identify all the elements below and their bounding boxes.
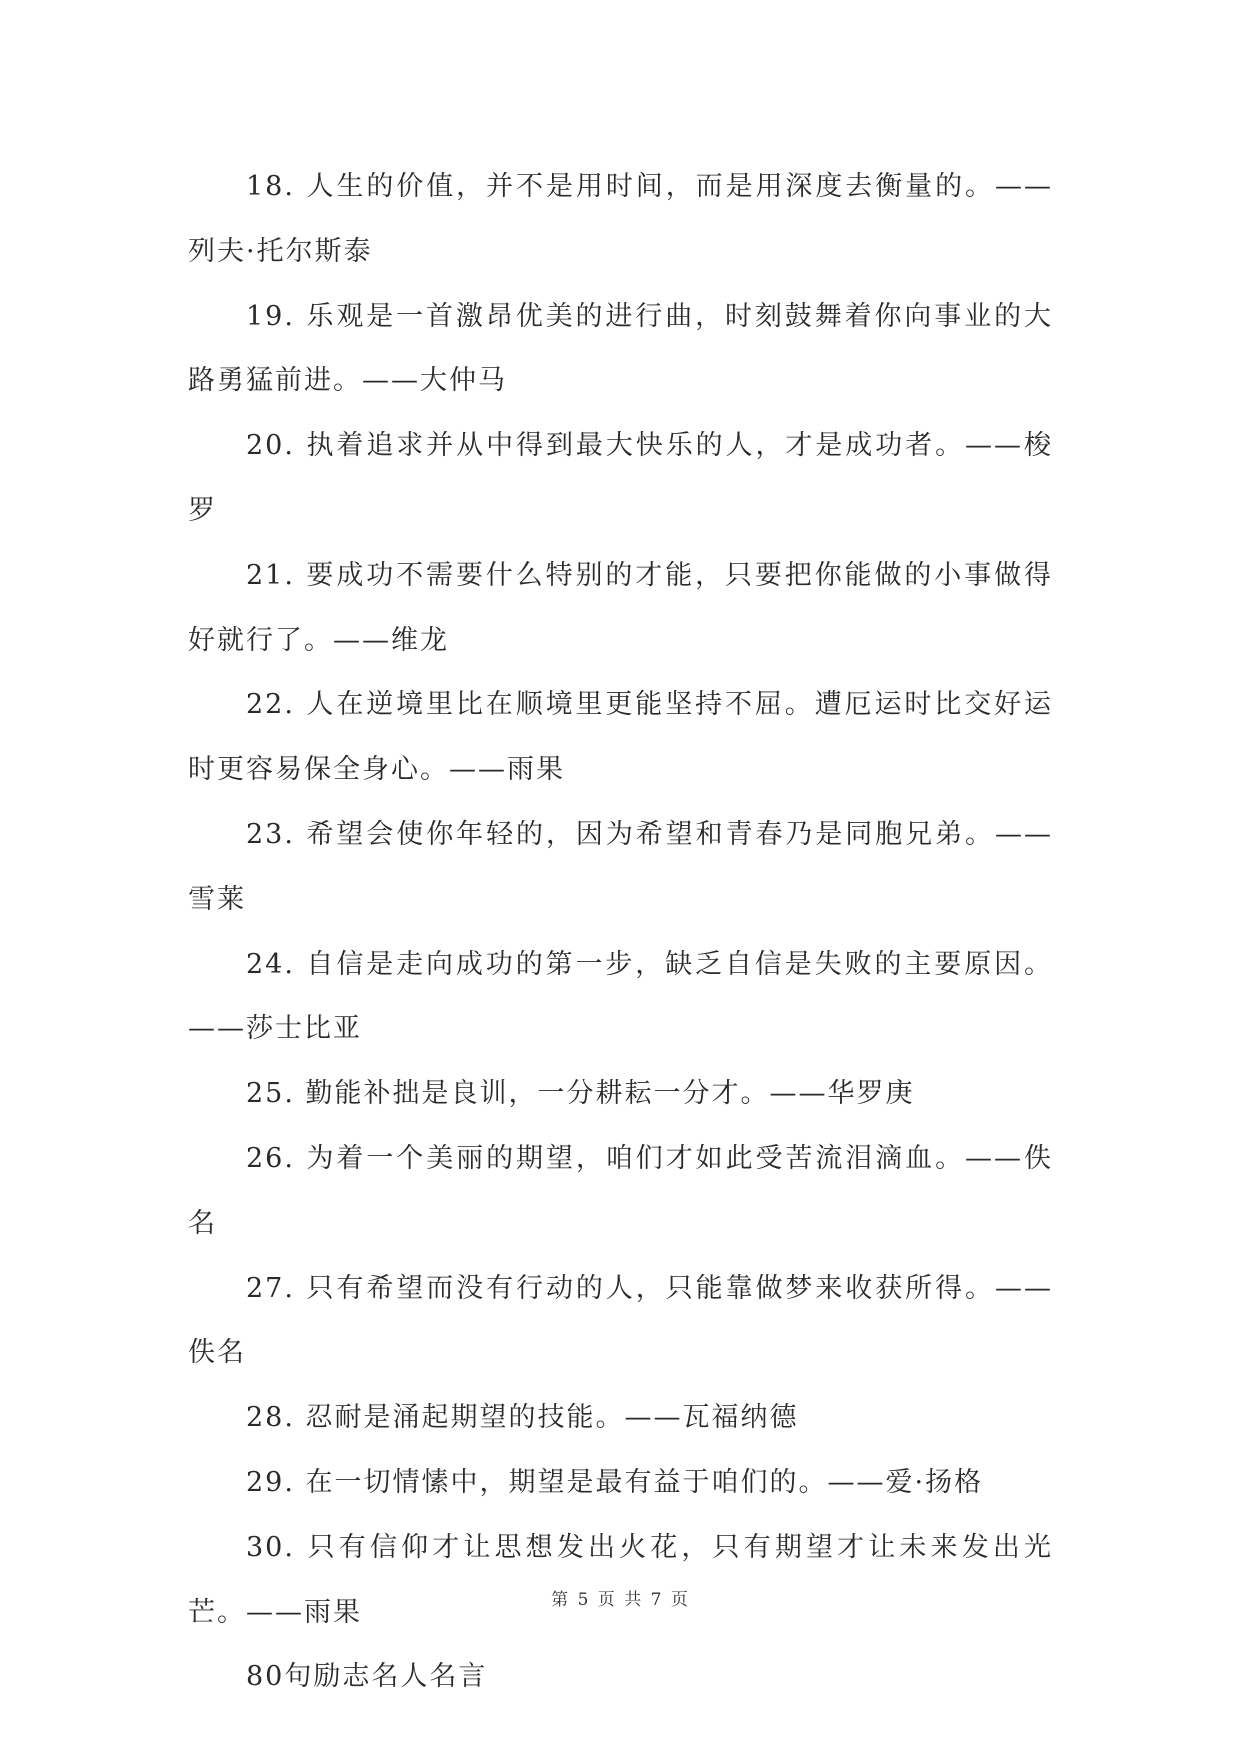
quote-paragraph: 29. 在一切情愫中，期望是最有益于咱们的。——爱·扬格 bbox=[246, 1466, 984, 1498]
quote-paragraph: 22. 人在逆境里比在顺境里更能坚持不屈。遭厄运时比交好运时更容易保全身心。——雨果 bbox=[188, 689, 1053, 786]
document-body bbox=[188, 155, 1053, 1710]
quote-paragraph: 20. 执着追求并从中得到最大快乐的人，才是成功者。——梭罗 bbox=[188, 430, 1053, 526]
quote-paragraph: 25. 勤能补拙是良训，一分耕耘一分才。——华罗庚 bbox=[246, 1078, 915, 1110]
quote-paragraph: 19. 乐观是一首激昂优美的进行曲，时刻鼓舞着你向事业的大路勇猛前进。——大仲马 bbox=[188, 300, 1053, 397]
quote-paragraph: 27. 只有希望而没有行动的人，只能靠做梦来收获所得。——佚名 bbox=[188, 1272, 1053, 1369]
quote-paragraph: 30. 只有信仰才让思想发出火花，只有期望才让未来发出光芒。——雨果 bbox=[188, 1531, 1053, 1628]
quote-paragraph: 24. 自信是走向成功的第一步，缺乏自信是失败的主要原因。——莎士比亚 bbox=[188, 948, 1053, 1045]
section-heading: 80句励志名人名言 bbox=[246, 1661, 488, 1693]
quote-paragraph: 23. 希望会使你年轻的，因为希望和青春乃是同胞兄弟。——雪莱 bbox=[188, 818, 1053, 915]
quote-paragraph: 21. 要成功不需要什么特别的才能，只要把你能做的小事做得好就行了。——维龙 bbox=[188, 559, 1053, 656]
quote-paragraph: 26. 为着一个美丽的期望，咱们才如此受苦流泪滴血。——佚名 bbox=[188, 1142, 1053, 1239]
quote-paragraph: 18. 人生的价值，并不是用时间，而是用深度去衡量的。——列夫·托尔斯泰 bbox=[188, 171, 1053, 267]
quote-paragraph: 28. 忍耐是涌起期望的技能。——瓦福纳德 bbox=[246, 1402, 799, 1434]
page-footer: 第 5 页 共 7 页 bbox=[551, 1590, 690, 1610]
